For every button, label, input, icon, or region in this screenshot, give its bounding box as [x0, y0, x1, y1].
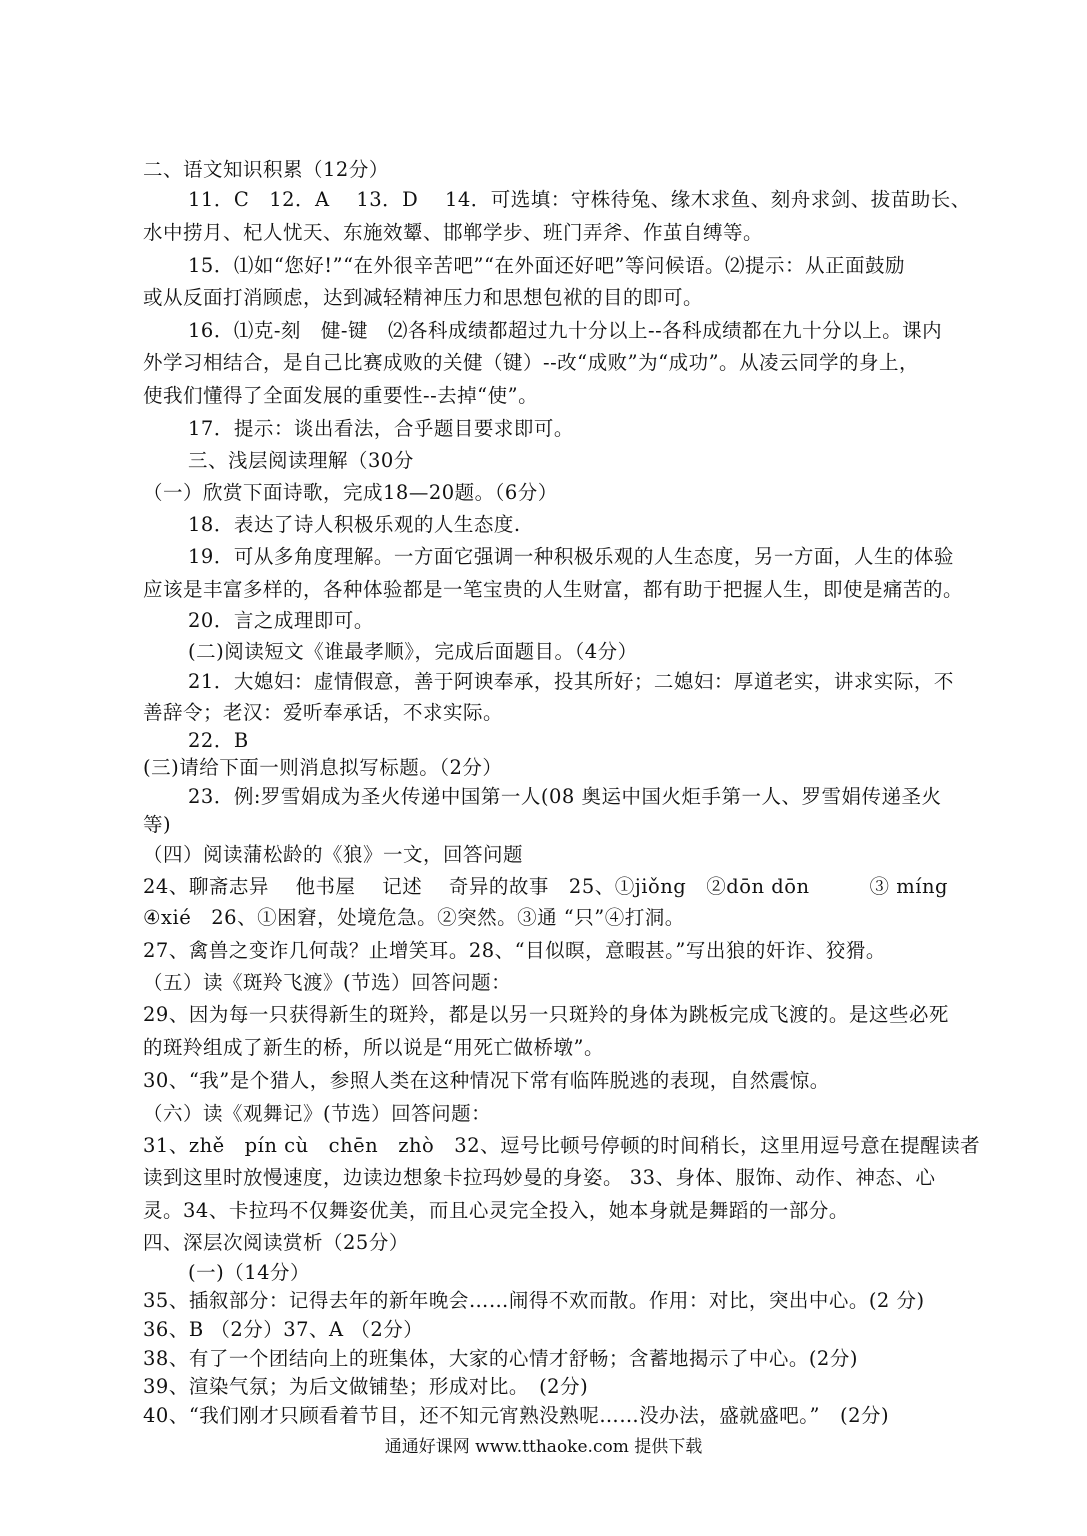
subsection-heading: （五）读《斑羚飞渡》(节选）回答问题： — [143, 971, 512, 994]
section-3-heading: 三、浅层阅读理解（30分 — [188, 449, 414, 472]
subsection-heading: (一)（14分） — [188, 1261, 311, 1284]
answer-line: 18．表达了诗人积极乐观的人生态度. — [188, 513, 521, 536]
subsection-heading: (二)阅读短文《谁最孝顺》，完成后面题目。（4分） — [188, 640, 638, 663]
answer-line: 善辞令；老汉：爱听奉承话，不求实际。 — [143, 701, 504, 724]
subsection-heading: （四）阅读蒲松龄的《狼》一文，回答问题 — [143, 843, 524, 866]
answer-line: 36、B （2分）37、A （2分） — [143, 1318, 424, 1341]
section-2-heading: 二、语文知识积累（12分） — [143, 158, 389, 181]
answer-line: 或从反面打消顾虑，达到减轻精神压力和思想包袱的目的即可。 — [143, 286, 704, 309]
answer-line: 27、禽兽之变诈几何哉？止增笑耳。28、“目似暝，意暇甚。”写出狼的奸诈、狡猾。 — [143, 939, 886, 962]
answer-line: 20．言之成理即可。 — [188, 609, 374, 632]
answer-line: 11．C 12．A 13．D 14．可选填：守株待兔、缘木求鱼、刻舟求剑、拔苗助长、 — [188, 188, 971, 211]
answer-line: 40、“我们刚才只顾看着节目，还不知元宵熟没熟呢……没办法，盛就盛吧。” (2分) — [143, 1404, 890, 1427]
answer-line: 17．提示：谈出看法，合乎题目要求即可。 — [188, 417, 574, 440]
answer-line: 35、插叙部分：记得去年的新年晚会……闹得不欢而散。作用：对比，突出中心。(2 分) — [143, 1289, 925, 1312]
answer-line: 19．可从多角度理解。一方面它强调一种积极乐观的人生态度，另一方面，人生的体验 — [188, 545, 954, 568]
answer-line: 读到这里时放慢速度，边读边想象卡拉玛妙曼的身姿。 33、身体、服饰、动作、神态、心 — [143, 1166, 936, 1189]
subsection-heading: (三)请给下面一则消息拟写标题。（2分） — [143, 756, 503, 779]
subsection-heading: （六）读《观舞记》(节选）回答问题： — [143, 1102, 492, 1125]
answer-line: 24、聊斋志异 他书屋 记述 奇异的故事 25、①jiǒng ②dōn dōn ③ míng — [143, 875, 949, 898]
answer-line: 应该是丰富多样的，各种体验都是一笔宝贵的人生财富，都有助于把握人生，即使是痛苦的。 — [143, 578, 964, 601]
answer-line: 22．B — [188, 729, 249, 752]
answer-line: 外学习相结合，是自己比赛成败的关健（键）--改“成败”为“成功”。从凌云同学的身上， — [143, 351, 920, 374]
answer-line: 水中捞月、杞人忧天、东施效颦、邯郸学步、班门弄斧、作茧自缚等。 — [143, 221, 764, 244]
answer-line: 等) — [143, 813, 172, 836]
answer-line: 灵。34、卡拉玛不仅舞姿优美，而且心灵完全投入，她本身就是舞蹈的一部分。 — [143, 1199, 849, 1222]
section-4-heading: 四、深层次阅读赏析（25分） — [143, 1231, 409, 1254]
answer-line: 15．⑴如“您好!”“在外很辛苦吧”“在外面还好吧”等问候语。⑵提示：从正面鼓励 — [188, 254, 905, 277]
answer-line: 31、zhě pín cù chēn zhò 32、逗号比顿号停顿的时间稍长，这里用逗号意在提醒读者 — [143, 1134, 981, 1157]
subsection-heading: （一）欣赏下面诗歌，完成18—20题。（6分） — [143, 481, 558, 504]
answer-line: 39、渲染气氛；为后文做铺垫；形成对比。 (2分) — [143, 1375, 589, 1398]
answer-line: 的斑羚组成了新生的桥，所以说是“用死亡做桥墩”。 — [143, 1036, 604, 1059]
page-footer: 通通好课网 www.tthaoke.com 提供下载 — [384, 1437, 703, 1457]
answer-line: 30、“我”是个猎人，参照人类在这种情况下常有临阵脱逃的表现，自然震惊。 — [143, 1069, 830, 1092]
answer-line: 16．⑴克-刻 健-键 ⑵各科成绩都超过九十分以上--各科成绩都在九十分以上。课内 — [188, 319, 943, 342]
answer-line: 21．大媳妇：虚情假意，善于阿谀奉承，投其所好；二媳妇：厚道老实，讲求实际，不 — [188, 670, 954, 693]
answer-line: 使我们懂得了全面发展的重要性--去掉“使”。 — [143, 384, 539, 407]
answer-line: 38、有了一个团结向上的班集体，大家的心情才舒畅；含蓄地揭示了中心。(2分) — [143, 1347, 858, 1370]
answer-line: ④xié 26、①困窘，处境危急。②突然。③通 “只”④打洞。 — [143, 906, 685, 929]
answer-line: 29、因为每一只获得新生的斑羚，都是以另一只斑羚的身体为跳板完成飞渡的。是这些必死 — [143, 1003, 949, 1026]
answer-line: 23．例:罗雪娟成为圣火传递中国第一人(08 奥运中国火炬手第一人、罗雪娟传递圣火 — [188, 785, 942, 808]
